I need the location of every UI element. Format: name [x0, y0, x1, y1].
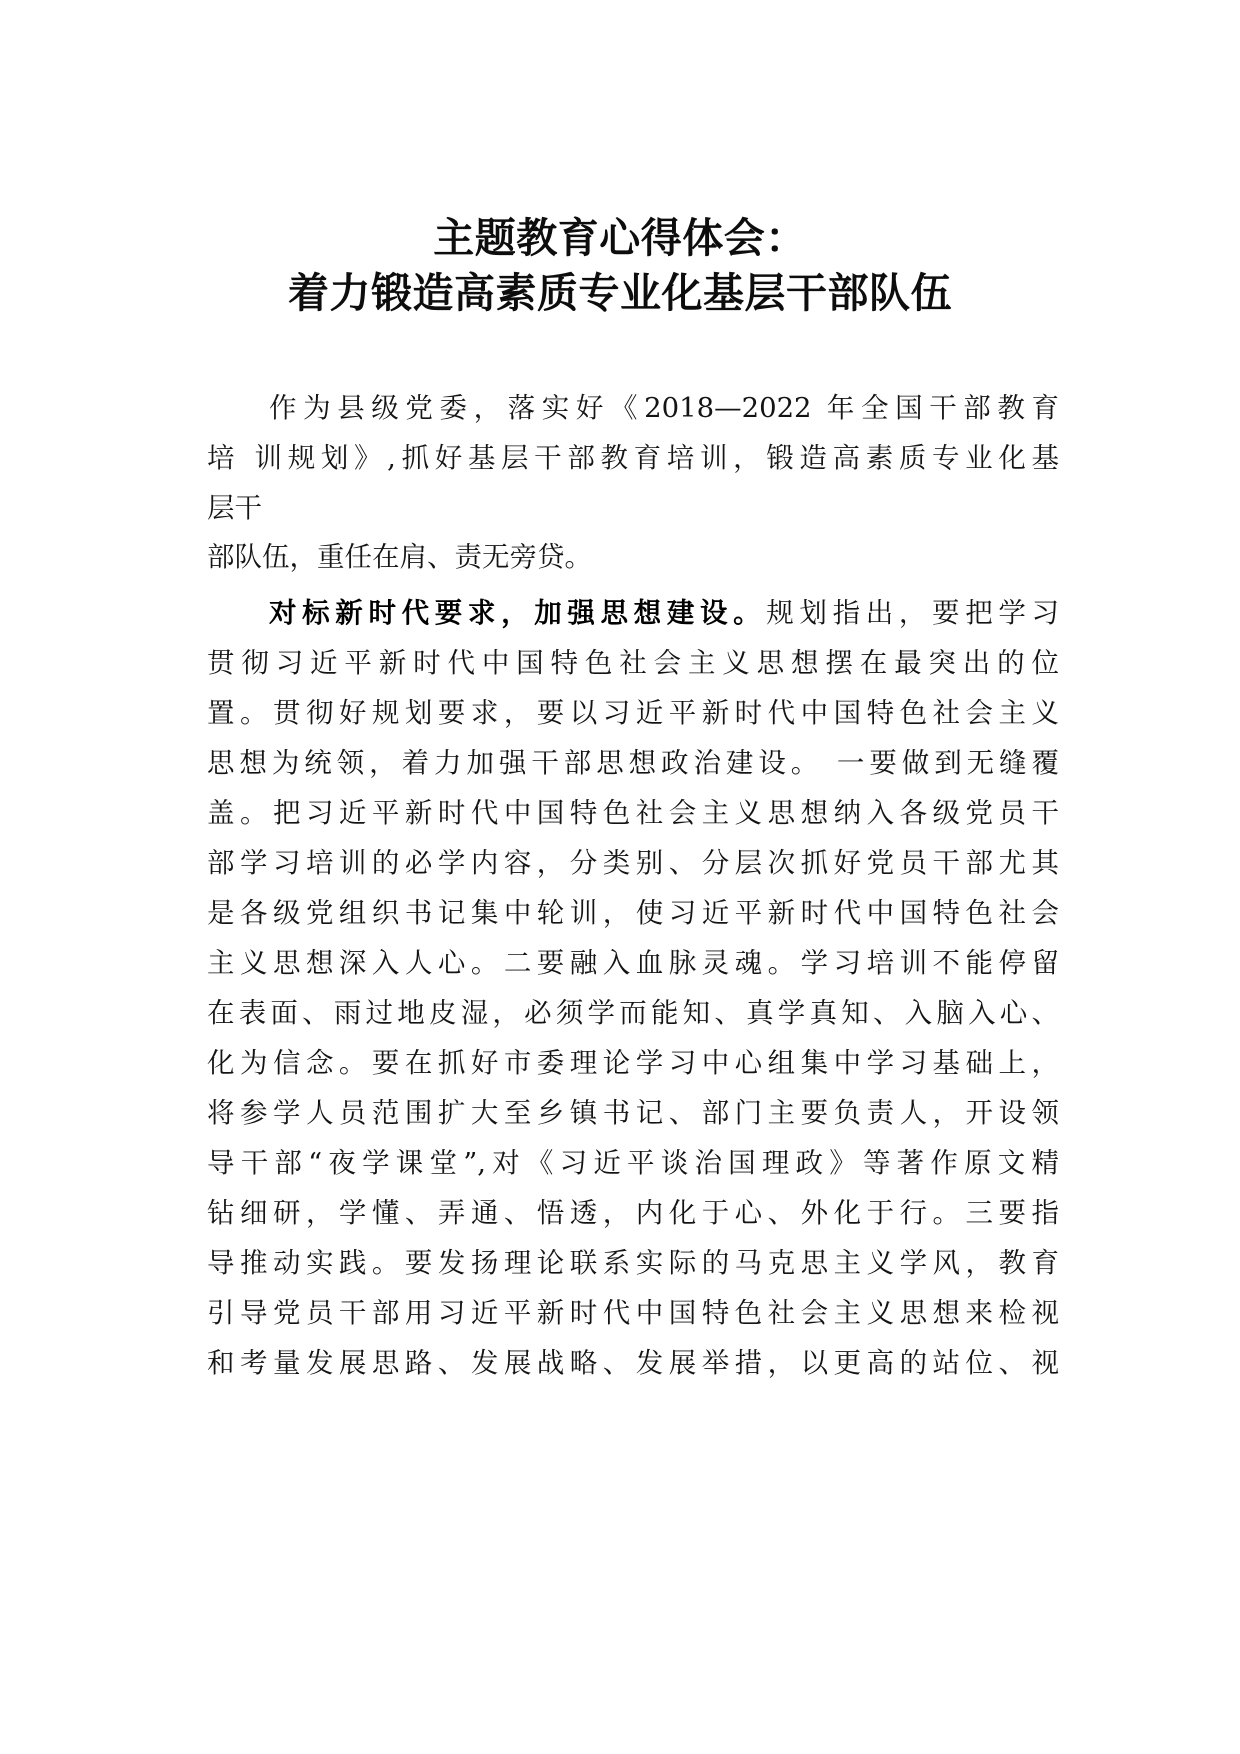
intro-line-4: 部队伍，重任在肩、责无旁贷。 [207, 541, 592, 573]
section-1-line: 主义思想深入人心。二要融入血脉灵魂。学习培训不能停留 [207, 947, 1059, 979]
intro-line-3: 层干 [207, 492, 262, 524]
section-1-line: 贯彻习近平新时代中国特色社会主义思想摆在最突出的位 [207, 647, 1059, 679]
section-1-line: 化为信念。要在抓好市委理论学习中心组集中学习基础上， [207, 1047, 1059, 1079]
section-1-line: 引导党员干部用习近平新时代中国特色社会主义思想来检视 [207, 1297, 1059, 1329]
document-title-line-1: 主题教育心得体会： [433, 214, 807, 262]
section-1-line: 导推动实践。要发扬理论联系实际的马克思主义学风，教育 [207, 1247, 1059, 1279]
section-1-line: 钻细研，学懂、弄通、悟透，内化于心、外化于行。三要指 [207, 1197, 1059, 1229]
section-1-line: 思想为统领，着力加强干部思想政治建设。 一要做到无缝覆 [207, 747, 1059, 779]
section-1-line: 在表面、雨过地皮湿，必须学而能知、真学真知、入脑入心、 [207, 997, 1059, 1029]
section-1-line: 和考量发展思路、发展战略、发展举措，以更高的站位、视 [207, 1347, 1059, 1379]
section-1-line: 导干部“夜学课堂”,对《习近平谈治国理政》等著作原文精 [207, 1147, 1059, 1179]
section-1-line: 置。贯彻好规划要求，要以习近平新时代中国特色社会主义 [207, 697, 1059, 729]
section-1-line: 盖。把习近平新时代中国特色社会主义思想纳入各级党员干 [207, 797, 1059, 829]
intro-line-2: 培 训规划》,抓好基层干部教育培训，锻造高素质专业化基 [207, 442, 1059, 474]
section-1-first-line [269, 593, 1059, 633]
section-1-heading: 对标新时代要求，加强思想建设。 [269, 597, 767, 629]
document-title-line-2: 着力锻造高素质专业化基层干部队伍 [288, 269, 952, 317]
section-1-first-line-rest: 规划指出，要把学习 [766, 597, 1059, 629]
section-1-line: 将参学人员范围扩大至乡镇书记、部门主要负责人，开设领 [207, 1097, 1059, 1129]
section-1-line: 部学习培训的必学内容，分类别、分层次抓好党员干部尤其 [207, 847, 1059, 879]
section-1-line: 是各级党组织书记集中轮训，使习近平新时代中国特色社会 [207, 897, 1059, 929]
intro-line-1: 作为县级党委，落实好《2018—2022 年全国干部教育 [269, 392, 1059, 424]
